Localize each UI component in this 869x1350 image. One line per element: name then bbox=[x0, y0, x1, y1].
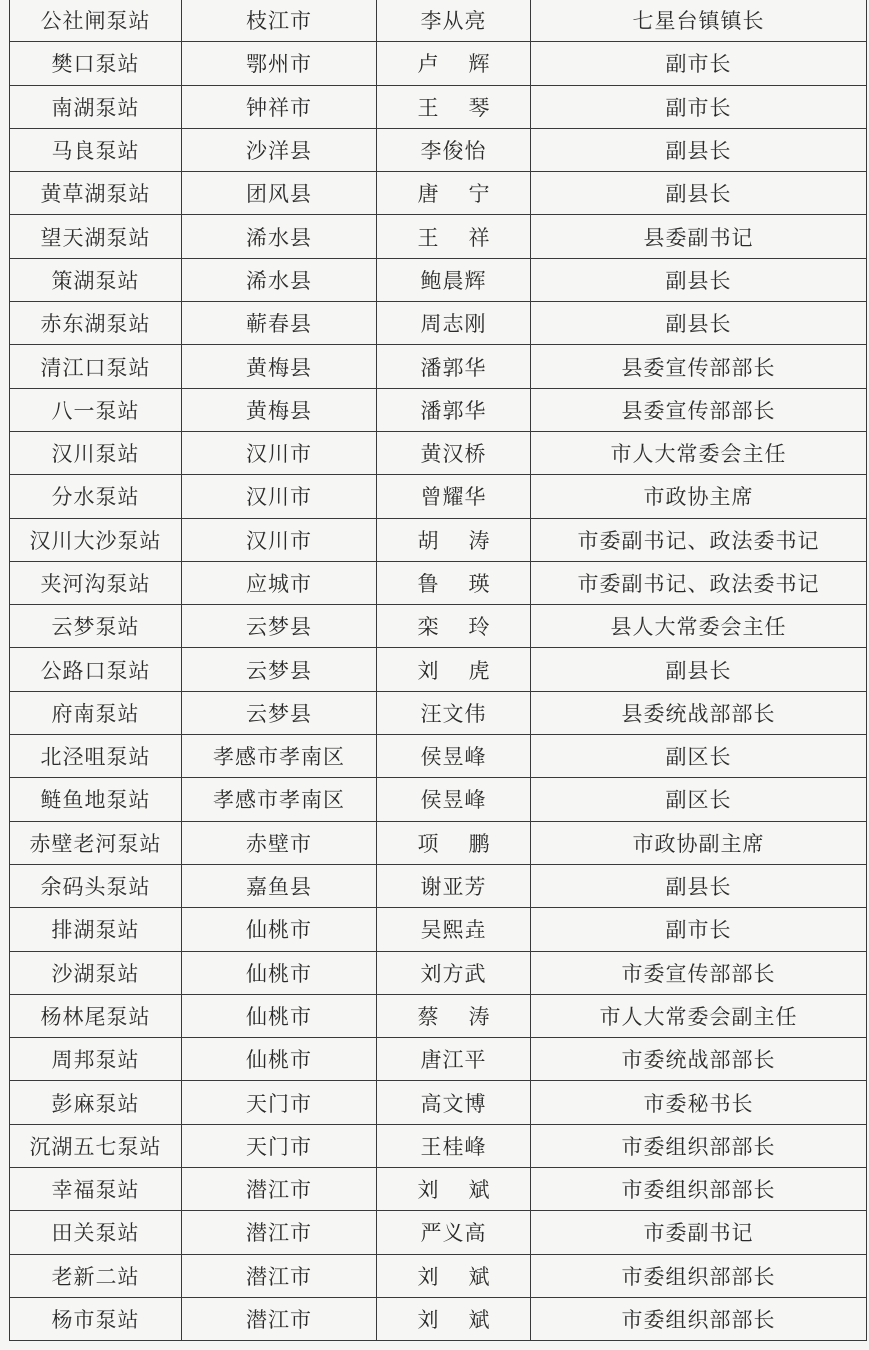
responsible-person-cell: 王琴 bbox=[377, 85, 531, 128]
table-row bbox=[10, 778, 867, 821]
table-row bbox=[10, 561, 867, 604]
station-name-cell: 八一泵站 bbox=[10, 388, 182, 431]
table-row bbox=[10, 1081, 867, 1124]
station-name-cell: 云梦泵站 bbox=[10, 605, 182, 648]
responsible-person-cell: 唐宁 bbox=[377, 172, 531, 215]
station-name-cell: 杨市泵站 bbox=[10, 1297, 182, 1340]
position-cell: 副县长 bbox=[531, 128, 867, 171]
station-name-cell: 排湖泵站 bbox=[10, 908, 182, 951]
city-cell: 潜江市 bbox=[182, 1211, 377, 1254]
position-cell: 副市长 bbox=[531, 908, 867, 951]
table-row bbox=[10, 0, 867, 42]
station-name-cell: 公路口泵站 bbox=[10, 648, 182, 691]
table-row bbox=[10, 302, 867, 345]
station-name-cell: 沙湖泵站 bbox=[10, 951, 182, 994]
table-row bbox=[10, 1211, 867, 1254]
responsible-person-cell: 刘虎 bbox=[377, 648, 531, 691]
position-cell: 市委组织部部长 bbox=[531, 1168, 867, 1211]
city-cell: 应城市 bbox=[182, 561, 377, 604]
responsible-person-cell: 吴熙垚 bbox=[377, 908, 531, 951]
table-row bbox=[10, 951, 867, 994]
table-body bbox=[10, 0, 867, 1341]
position-cell: 县委统战部部长 bbox=[531, 691, 867, 734]
table-row bbox=[10, 258, 867, 301]
position-cell: 副区长 bbox=[531, 778, 867, 821]
responsible-person-cell: 卢辉 bbox=[377, 42, 531, 85]
city-cell: 仙桃市 bbox=[182, 994, 377, 1037]
station-name-cell: 田关泵站 bbox=[10, 1211, 182, 1254]
table-row bbox=[10, 821, 867, 864]
city-cell: 潜江市 bbox=[182, 1254, 377, 1297]
table-row bbox=[10, 475, 867, 518]
table-row bbox=[10, 1168, 867, 1211]
position-cell: 七星台镇镇长 bbox=[531, 0, 867, 42]
city-cell: 云梦县 bbox=[182, 605, 377, 648]
station-name-cell: 汉川泵站 bbox=[10, 431, 182, 474]
responsible-person-cell: 王桂峰 bbox=[377, 1124, 531, 1167]
position-cell: 市委副书记、政法委书记 bbox=[531, 561, 867, 604]
position-cell: 县委副书记 bbox=[531, 215, 867, 258]
responsible-person-cell: 刘方武 bbox=[377, 951, 531, 994]
responsible-person-cell: 谢亚芳 bbox=[377, 864, 531, 907]
position-cell: 市委组织部部长 bbox=[531, 1124, 867, 1167]
responsible-person-cell: 曾耀华 bbox=[377, 475, 531, 518]
table-row bbox=[10, 172, 867, 215]
station-name-cell: 老新二站 bbox=[10, 1254, 182, 1297]
responsible-person-cell: 侯昱峰 bbox=[377, 735, 531, 778]
city-cell: 云梦县 bbox=[182, 691, 377, 734]
station-name-cell: 周邦泵站 bbox=[10, 1038, 182, 1081]
station-name-cell: 彭麻泵站 bbox=[10, 1081, 182, 1124]
responsible-person-cell: 蔡涛 bbox=[377, 994, 531, 1037]
table-row bbox=[10, 648, 867, 691]
responsible-person-cell: 汪文伟 bbox=[377, 691, 531, 734]
responsible-person-cell: 鲁瑛 bbox=[377, 561, 531, 604]
city-cell: 浠水县 bbox=[182, 215, 377, 258]
responsible-person-cell: 胡涛 bbox=[377, 518, 531, 561]
table-row bbox=[10, 42, 867, 85]
station-name-cell: 南湖泵站 bbox=[10, 85, 182, 128]
city-cell: 汉川市 bbox=[182, 518, 377, 561]
city-cell: 汉川市 bbox=[182, 431, 377, 474]
city-cell: 天门市 bbox=[182, 1081, 377, 1124]
position-cell: 市委组织部部长 bbox=[531, 1297, 867, 1340]
responsible-person-cell: 唐江平 bbox=[377, 1038, 531, 1081]
table-row bbox=[10, 518, 867, 561]
position-cell: 市委秘书长 bbox=[531, 1081, 867, 1124]
position-cell: 副市长 bbox=[531, 85, 867, 128]
responsible-person-cell: 高文博 bbox=[377, 1081, 531, 1124]
city-cell: 团风县 bbox=[182, 172, 377, 215]
city-cell: 蕲春县 bbox=[182, 302, 377, 345]
city-cell: 潜江市 bbox=[182, 1168, 377, 1211]
table-row bbox=[10, 215, 867, 258]
responsible-person-cell: 栾玲 bbox=[377, 605, 531, 648]
position-cell: 副市长 bbox=[531, 42, 867, 85]
station-name-cell: 黄草湖泵站 bbox=[10, 172, 182, 215]
position-cell: 市委副书记、政法委书记 bbox=[531, 518, 867, 561]
station-name-cell: 赤东湖泵站 bbox=[10, 302, 182, 345]
position-cell: 县委宣传部部长 bbox=[531, 388, 867, 431]
position-cell: 市政协副主席 bbox=[531, 821, 867, 864]
city-cell: 沙洋县 bbox=[182, 128, 377, 171]
city-cell: 仙桃市 bbox=[182, 1038, 377, 1081]
city-cell: 天门市 bbox=[182, 1124, 377, 1167]
responsible-person-cell: 刘斌 bbox=[377, 1254, 531, 1297]
table-row bbox=[10, 128, 867, 171]
city-cell: 黄梅县 bbox=[182, 388, 377, 431]
table-row bbox=[10, 908, 867, 951]
station-name-cell: 赤壁老河泵站 bbox=[10, 821, 182, 864]
city-cell: 孝感市孝南区 bbox=[182, 735, 377, 778]
table-row bbox=[10, 864, 867, 907]
station-name-cell: 夹河沟泵站 bbox=[10, 561, 182, 604]
table-row bbox=[10, 85, 867, 128]
position-cell: 副县长 bbox=[531, 648, 867, 691]
responsible-person-cell: 鲍晨辉 bbox=[377, 258, 531, 301]
position-cell: 市委副书记 bbox=[531, 1211, 867, 1254]
responsible-person-cell: 侯昱峰 bbox=[377, 778, 531, 821]
city-cell: 钟祥市 bbox=[182, 85, 377, 128]
city-cell: 仙桃市 bbox=[182, 908, 377, 951]
position-cell: 副县长 bbox=[531, 864, 867, 907]
responsible-person-cell: 潘郭华 bbox=[377, 388, 531, 431]
city-cell: 黄梅县 bbox=[182, 345, 377, 388]
responsible-person-cell: 刘斌 bbox=[377, 1297, 531, 1340]
table-row bbox=[10, 1297, 867, 1340]
station-name-cell: 策湖泵站 bbox=[10, 258, 182, 301]
table-row bbox=[10, 1038, 867, 1081]
table-row bbox=[10, 605, 867, 648]
table-row bbox=[10, 735, 867, 778]
city-cell: 鄂州市 bbox=[182, 42, 377, 85]
station-name-cell: 沉湖五七泵站 bbox=[10, 1124, 182, 1167]
responsible-person-cell: 王祥 bbox=[377, 215, 531, 258]
station-name-cell: 望天湖泵站 bbox=[10, 215, 182, 258]
table-row bbox=[10, 1124, 867, 1167]
responsible-person-cell: 项鹏 bbox=[377, 821, 531, 864]
table-row bbox=[10, 388, 867, 431]
responsible-person-cell: 黄汉桥 bbox=[377, 431, 531, 474]
position-cell: 副县长 bbox=[531, 172, 867, 215]
responsible-person-cell: 刘斌 bbox=[377, 1168, 531, 1211]
station-name-cell: 府南泵站 bbox=[10, 691, 182, 734]
station-name-cell: 余码头泵站 bbox=[10, 864, 182, 907]
position-cell: 副县长 bbox=[531, 258, 867, 301]
responsible-person-cell: 李俊怡 bbox=[377, 128, 531, 171]
station-name-cell: 公社闸泵站 bbox=[10, 0, 182, 42]
city-cell: 潜江市 bbox=[182, 1297, 377, 1340]
station-name-cell: 杨林尾泵站 bbox=[10, 994, 182, 1037]
station-name-cell: 鲢鱼地泵站 bbox=[10, 778, 182, 821]
city-cell: 枝江市 bbox=[182, 0, 377, 42]
position-cell: 县人大常委会主任 bbox=[531, 605, 867, 648]
position-cell: 副县长 bbox=[531, 302, 867, 345]
responsible-person-cell: 潘郭华 bbox=[377, 345, 531, 388]
position-cell: 副区长 bbox=[531, 735, 867, 778]
station-name-cell: 分水泵站 bbox=[10, 475, 182, 518]
city-cell: 云梦县 bbox=[182, 648, 377, 691]
city-cell: 浠水县 bbox=[182, 258, 377, 301]
station-name-cell: 幸福泵站 bbox=[10, 1168, 182, 1211]
city-cell: 赤壁市 bbox=[182, 821, 377, 864]
station-name-cell: 马良泵站 bbox=[10, 128, 182, 171]
city-cell: 孝感市孝南区 bbox=[182, 778, 377, 821]
table-row bbox=[10, 345, 867, 388]
position-cell: 市委宣传部部长 bbox=[531, 951, 867, 994]
position-cell: 县委宣传部部长 bbox=[531, 345, 867, 388]
table-row bbox=[10, 691, 867, 734]
position-cell: 市人大常委会副主任 bbox=[531, 994, 867, 1037]
table-row bbox=[10, 431, 867, 474]
city-cell: 汉川市 bbox=[182, 475, 377, 518]
responsible-person-cell: 严义高 bbox=[377, 1211, 531, 1254]
city-cell: 嘉鱼县 bbox=[182, 864, 377, 907]
city-cell: 仙桃市 bbox=[182, 951, 377, 994]
position-cell: 市委组织部部长 bbox=[531, 1254, 867, 1297]
table-row bbox=[10, 994, 867, 1037]
responsible-person-cell: 李从亮 bbox=[377, 0, 531, 42]
station-name-cell: 清江口泵站 bbox=[10, 345, 182, 388]
responsible-person-cell: 周志刚 bbox=[377, 302, 531, 345]
station-name-cell: 樊口泵站 bbox=[10, 42, 182, 85]
table-row bbox=[10, 1254, 867, 1297]
pump-station-responsibility-table bbox=[9, 0, 867, 1341]
station-name-cell: 汉川大沙泵站 bbox=[10, 518, 182, 561]
position-cell: 市委统战部部长 bbox=[531, 1038, 867, 1081]
position-cell: 市政协主席 bbox=[531, 475, 867, 518]
station-name-cell: 北泾咀泵站 bbox=[10, 735, 182, 778]
position-cell: 市人大常委会主任 bbox=[531, 431, 867, 474]
